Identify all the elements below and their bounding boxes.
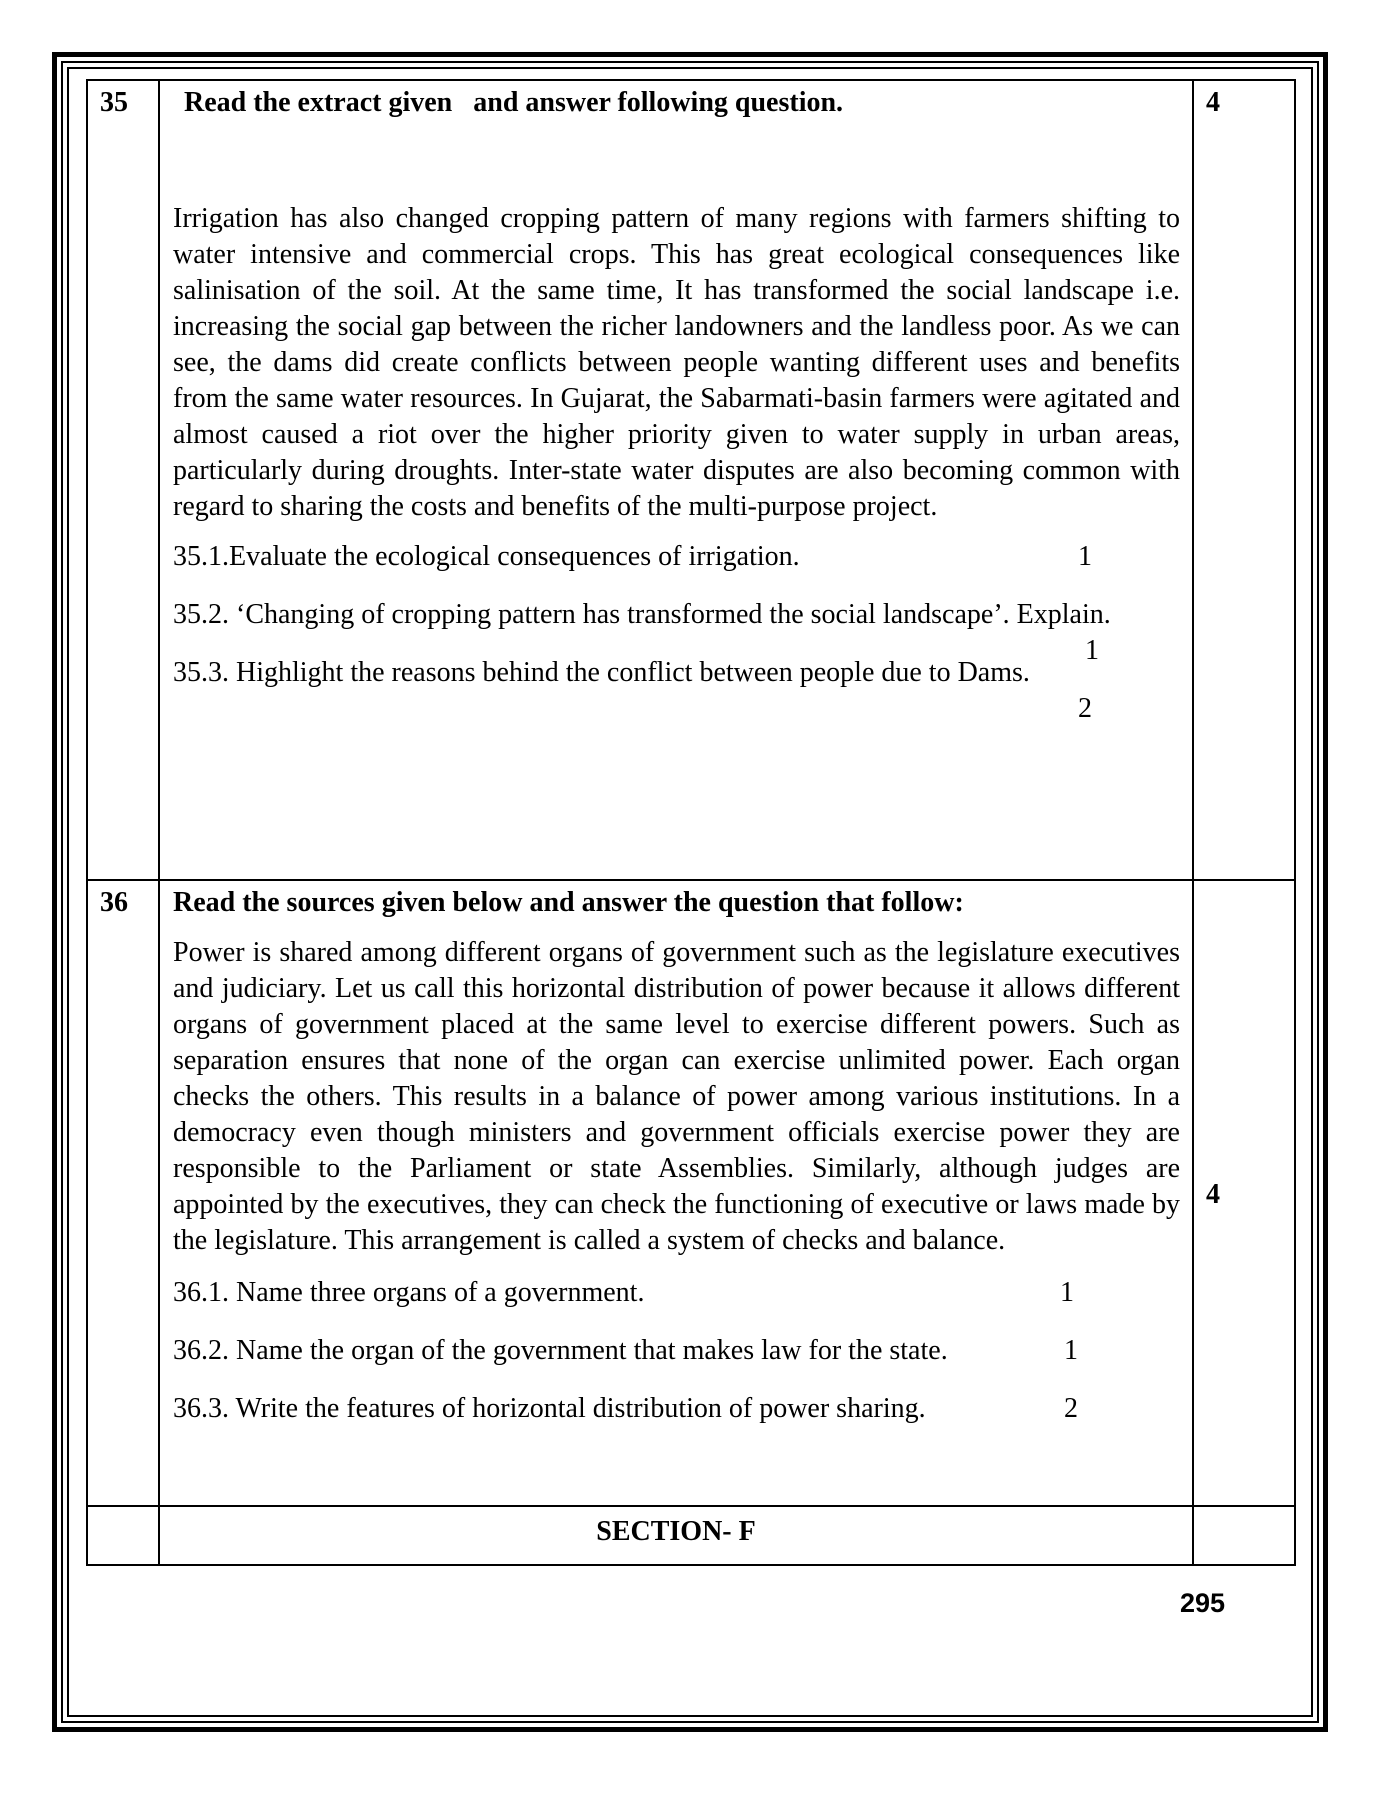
question-row-36 — [87, 880, 1295, 1506]
page-number: 295 — [1180, 1588, 1226, 1618]
subquestion-text: 36.1. Name three organs of a government. — [173, 1277, 645, 1308]
question-number: 36 — [87, 880, 159, 1506]
question-heading: Read the sources given below and answer the question that follow: — [173, 887, 964, 918]
subquestion-text: 36.2. Name the organ of the government that makes law for the state. — [173, 1335, 948, 1366]
subquestion-35-1 — [173, 539, 1180, 575]
subquestion-mark: 1 — [1085, 635, 1099, 666]
question-table — [86, 79, 1296, 1566]
subquestion-text: 36.3. Write the features of horizontal distribution of power sharing. — [173, 1393, 926, 1424]
question-content — [159, 880, 1193, 1506]
section-row-marks-cell — [1193, 1506, 1295, 1565]
subquestion-text: 35.1.Evaluate the ecological consequences of irrigation. — [173, 541, 800, 572]
subquestion-mark: 1 — [1078, 541, 1092, 572]
question-marks: 4 — [1193, 80, 1295, 880]
subquestion-mark: 2 — [1078, 693, 1092, 724]
subquestion-text: 35.3. Highlight the reasons behind the conflict between people due to Dams. — [173, 657, 1030, 688]
section-row — [87, 1506, 1295, 1565]
source-passage: Power is shared among different organs of government such as the legislature executives and judiciary. Let us call this horizontal distribution of power because it allows different organs of government placed at the same level to exercise different powers. Such as separation ensures that none of the organ can exercise unlimited power. Each organ checks the others. This results in a balance of power among various institutions. In a democracy even though ministers and government officials exercise power they are responsible to the Parliament or state Assemblies. Similarly, although judges are appointed by the executives, they can check the functioning of executive or laws made by the legislature. This arrangement is called a system of checks and balance. — [173, 937, 1180, 1256]
subquestion-mark: 2 — [1064, 1393, 1078, 1424]
section-title: SECTION- F — [159, 1506, 1193, 1565]
subquestion-35-2 — [173, 597, 1180, 666]
subquestion-mark: 1 — [1060, 1277, 1074, 1308]
question-row-35 — [87, 80, 1295, 880]
question-heading: Read the extract given and answer following question. — [184, 87, 844, 118]
section-row-number-cell — [87, 1506, 159, 1565]
subquestion-36-1 — [173, 1275, 1180, 1311]
question-marks: 4 — [1193, 880, 1295, 1506]
extract-passage: Irrigation has also changed cropping pattern of many regions with farmers shifting to water intensive and commercial crops. This has great ecological consequences like salinisation of the soil. At the same time, It has transformed the social landscape i.e. increasing the social gap between the richer landowners and the landless poor. As we can see, the dams did create conflicts between people wanting different uses and benefits from the same water resources. In Gujarat, the Sabarmati-basin farmers were agitated and almost caused a riot over the higher priority given to water supply in urban areas, particularly during droughts. Inter-state water disputes are also becoming common with regard to sharing the costs and benefits of the multi-purpose project. — [173, 203, 1180, 522]
question-content — [159, 80, 1193, 880]
subquestion-35-3 — [173, 655, 1180, 727]
subquestion-mark: 1 — [1064, 1335, 1078, 1366]
subquestion-36-3 — [173, 1391, 1180, 1427]
subquestion-text: 35.2. ‘Changing of cropping pattern has transformed the social landscape’. Explain. — [173, 599, 1111, 630]
subquestion-36-2 — [173, 1333, 1180, 1369]
question-number: 35 — [87, 80, 159, 880]
